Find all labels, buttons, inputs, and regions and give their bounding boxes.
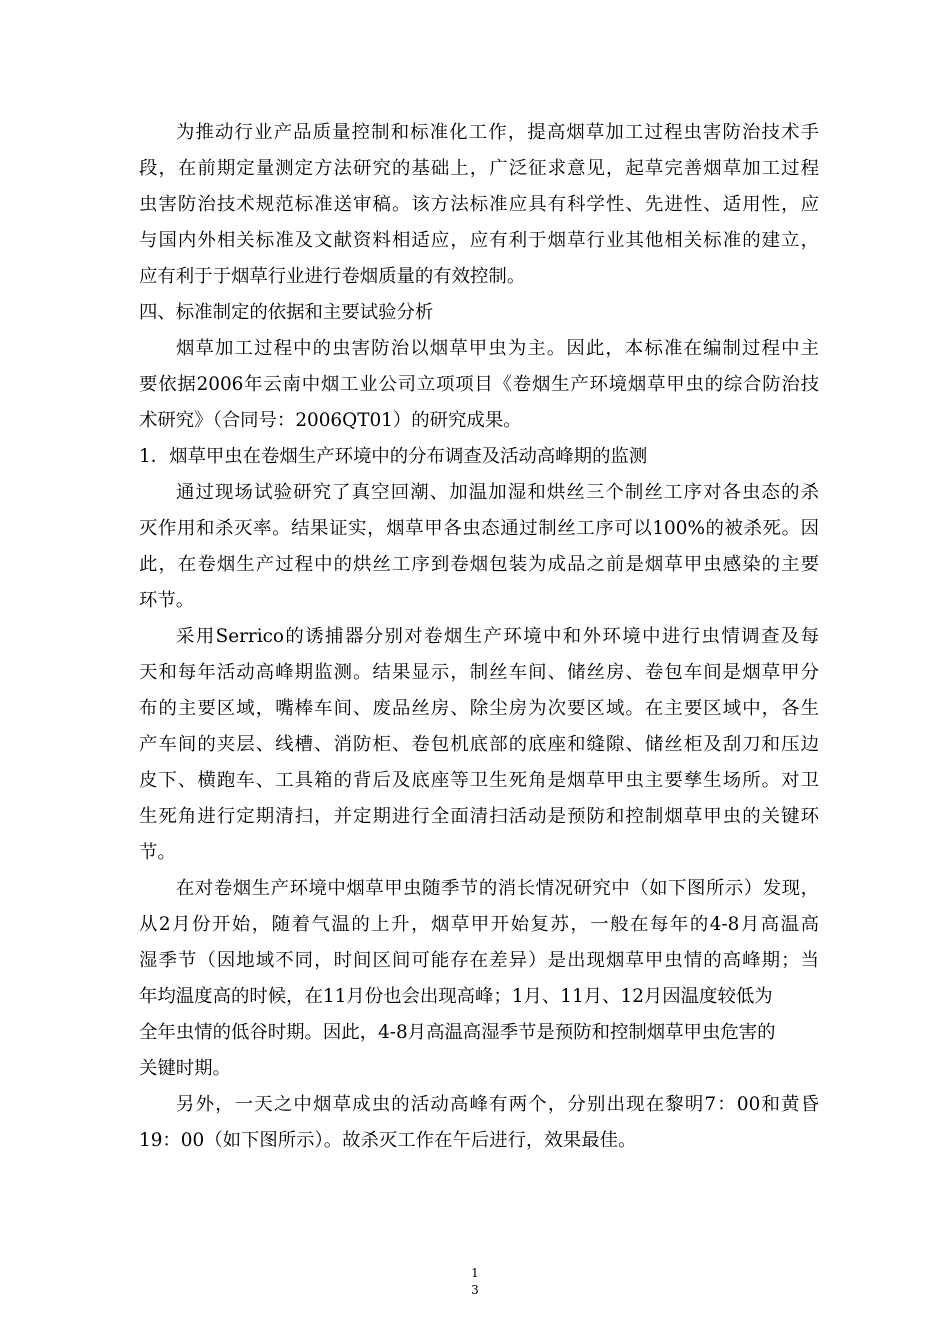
page-number: 1 [471, 1266, 479, 1280]
paragraph-line: 布的主要区域，嘴棒车间、废品丝房、除尘房为次要区域。在主要区域中，各生 [139, 698, 819, 719]
paragraph-line: 关键时期。 [139, 1058, 231, 1079]
paragraph-line: 湿季节（因地域不同，时间区间可能存在差异）是出现烟草甲虫情的高峰期；当 [139, 950, 819, 971]
paragraph-line: 术研究》（合同号：2006QT01）的研究成果。 [139, 410, 522, 431]
paragraph-line: 段，在前期定量测定方法研究的基础上，广泛征求意见，起草完善烟草加工过程 [139, 158, 819, 179]
paragraph-line: 从2月份开始，随着气温的上升，烟草甲开始复苏，一般在每年的4-8月高温高 [139, 914, 819, 935]
paragraph-line: 节。 [139, 842, 176, 863]
paragraph-line: 产车间的夹层、线槽、消防柜、卷包机底部的底座和缝隙、储丝柜及刮刀和压边 [139, 734, 819, 755]
paragraph-line: 全年虫情的低谷时期。因此，4-8月高温高湿季节是预防和控制烟草甲虫危害的 [139, 1022, 776, 1043]
paragraph-line: 皮下、横跑车、工具箱的背后及底座等卫生死角是烟草甲虫主要孳生场所。对卫 [139, 770, 819, 791]
paragraph-line: 19：00（如下图所示）。故杀灭工作在午后进行，效果最佳。 [139, 1130, 637, 1151]
paragraph-line: 在对卷烟生产环境中烟草甲虫随季节的消长情况研究中（如下图所示）发现， [176, 878, 819, 899]
paragraph-line: 通过现场试验研究了真空回潮、加温加湿和烘丝三个制丝工序对各虫态的杀 [176, 482, 819, 503]
paragraph-line: 与国内外相关标准及文献资料相适应，应有利于烟草行业其他相关标准的建立， [139, 230, 819, 251]
paragraph-line: 采用Serrico的诱捕器分别对卷烟生产环境中和外环境中进行虫情调查及每 [176, 626, 819, 647]
paragraph-line: 此，在卷烟生产过程中的烘丝工序到卷烟包装为成品之前是烟草甲虫感染的主要 [139, 554, 819, 575]
paragraph-line: 灭作用和杀灭率。结果证实，烟草甲各虫态通过制丝工序可以100%的被杀死。因 [139, 518, 819, 539]
paragraph-line: 环节。 [139, 590, 195, 611]
subsection-heading: 1．烟草甲虫在卷烟生产环境中的分布调查及活动高峰期的监测 [139, 446, 648, 467]
paragraph-line: 要依据2006年云南中烟工业公司立项项目《卷烟生产环境烟草甲虫的综合防治技 [139, 374, 819, 395]
paragraph-line: 烟草加工过程中的虫害防治以烟草甲虫为主。因此，本标准在编制过程中主 [176, 338, 819, 359]
total-pages: 3 [471, 1283, 479, 1297]
paragraph-line: 天和每年活动高峰期监测。结果显示，制丝车间、储丝房、卷包车间是烟草甲分 [139, 662, 819, 683]
paragraph-line: 虫害防治技术规范标准送审稿。该方法标准应具有科学性、先进性、适用性，应 [139, 194, 819, 215]
paragraph-line: 生死角进行定期清扫，并定期进行全面清扫活动是预防和控制烟草甲虫的关键环 [139, 806, 819, 827]
paragraph-line: 应有利于于烟草行业进行卷烟质量的有效控制。 [139, 266, 526, 287]
paragraph-line: 为推动行业产品质量控制和标准化工作，提高烟草加工过程虫害防治技术手 [176, 122, 819, 143]
section-heading: 四、标准制定的依据和主要试验分析 [139, 302, 434, 323]
paragraph-line: 年均温度高的时候，在11月份也会出现高峰；1月、11月、12月因温度较低为 [139, 986, 773, 1007]
paragraph-line: 另外，一天之中烟草成虫的活动高峰有两个，分别出现在黎明7：00和黄昏 [176, 1094, 819, 1115]
